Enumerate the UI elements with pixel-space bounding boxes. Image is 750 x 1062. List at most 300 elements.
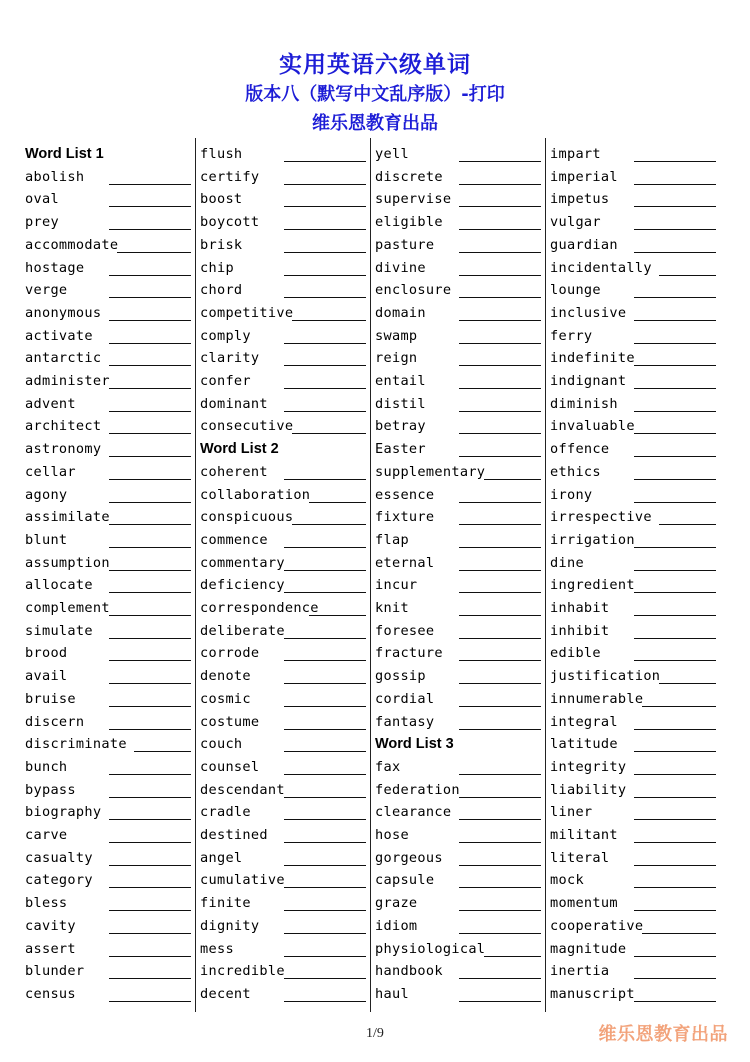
word-row bbox=[375, 144, 541, 166]
answer-blank-line bbox=[634, 479, 716, 480]
answer-blank-line bbox=[459, 229, 541, 230]
word-row bbox=[25, 984, 191, 1006]
word-row bbox=[200, 371, 366, 393]
word-row bbox=[25, 507, 191, 529]
vocabulary-word: gossip bbox=[375, 668, 426, 685]
answer-blank-line bbox=[459, 161, 541, 162]
answer-blank-line bbox=[284, 365, 366, 366]
vocabulary-word: yell bbox=[375, 146, 409, 162]
answer-blank-line bbox=[634, 206, 716, 207]
answer-blank-line bbox=[459, 660, 541, 661]
word-row bbox=[25, 961, 191, 983]
vocabulary-word: casualty bbox=[25, 849, 93, 866]
word-row bbox=[375, 189, 541, 211]
vocabulary-word: correspondence bbox=[200, 600, 319, 616]
word-row bbox=[200, 167, 366, 189]
answer-blank-line bbox=[284, 842, 366, 843]
answer-blank-line bbox=[284, 933, 366, 934]
word-row bbox=[550, 689, 716, 711]
vocabulary-word: agony bbox=[25, 486, 68, 503]
word-row bbox=[200, 666, 366, 688]
vocabulary-word: manuscript bbox=[550, 985, 635, 1002]
vocabulary-word: cellar bbox=[25, 463, 76, 480]
word-row bbox=[25, 757, 191, 779]
word-row bbox=[25, 439, 191, 461]
answer-blank-line bbox=[284, 638, 366, 639]
answer-blank-line bbox=[459, 842, 541, 843]
word-row bbox=[550, 416, 716, 438]
vocabulary-word: assumption bbox=[25, 554, 110, 571]
vocabulary-word: divine bbox=[375, 259, 426, 276]
word-row bbox=[25, 416, 191, 438]
vocabulary-word: cavity bbox=[25, 917, 76, 934]
vocabulary-word: entail bbox=[375, 373, 426, 389]
word-row bbox=[200, 621, 366, 643]
word-row bbox=[550, 530, 716, 552]
word-row bbox=[25, 485, 191, 507]
answer-blank-line bbox=[634, 388, 716, 389]
word-row bbox=[200, 303, 366, 325]
word-row bbox=[550, 144, 716, 166]
vocabulary-word: complement bbox=[25, 600, 110, 616]
answer-blank-line bbox=[634, 502, 716, 503]
word-row bbox=[25, 280, 191, 302]
word-row bbox=[375, 439, 541, 461]
answer-blank-line bbox=[459, 502, 541, 503]
word-row bbox=[25, 167, 191, 189]
word-row bbox=[25, 348, 191, 370]
answer-blank-line bbox=[284, 660, 366, 661]
word-row bbox=[200, 825, 366, 847]
vocabulary-word: offence bbox=[550, 441, 610, 458]
vocabulary-word: bruise bbox=[25, 690, 76, 707]
vocabulary-word: discern bbox=[25, 713, 85, 730]
answer-blank-line bbox=[284, 161, 366, 162]
word-row bbox=[200, 144, 366, 166]
answer-blank-line bbox=[634, 1001, 716, 1002]
vocabulary-word: antarctic bbox=[25, 350, 102, 367]
answer-blank-line bbox=[634, 615, 716, 616]
vocabulary-word: fixture bbox=[375, 509, 435, 526]
vocabulary-word: ethics bbox=[550, 463, 601, 480]
word-row bbox=[25, 825, 191, 847]
word-row bbox=[375, 212, 541, 234]
answer-blank-line bbox=[459, 1001, 541, 1002]
word-list-heading-text: Word List 1 bbox=[25, 146, 104, 162]
answer-blank-line bbox=[642, 933, 716, 934]
word-row bbox=[200, 326, 366, 348]
word-row bbox=[550, 734, 716, 756]
word-row bbox=[375, 485, 541, 507]
vocabulary-word: chip bbox=[200, 259, 234, 276]
vocabulary-word: commence bbox=[200, 531, 268, 548]
word-row bbox=[25, 394, 191, 416]
answer-blank-line bbox=[459, 433, 541, 434]
vocabulary-word: dine bbox=[550, 554, 584, 571]
answer-blank-line bbox=[109, 1001, 191, 1002]
vocabulary-word: decent bbox=[200, 985, 251, 1002]
word-row bbox=[550, 984, 716, 1006]
vocabulary-word: fantasy bbox=[375, 713, 435, 730]
word-row bbox=[25, 712, 191, 734]
vocabulary-word: incidentally bbox=[550, 259, 652, 276]
word-row bbox=[550, 780, 716, 802]
answer-blank-line bbox=[634, 797, 716, 798]
answer-blank-line bbox=[284, 978, 366, 979]
vocabulary-word: idiom bbox=[375, 917, 418, 934]
vocabulary-word: avail bbox=[25, 668, 68, 685]
word-row bbox=[25, 462, 191, 484]
answer-blank-line bbox=[459, 819, 541, 820]
answer-blank-line bbox=[284, 184, 366, 185]
answer-blank-line bbox=[459, 706, 541, 707]
answer-blank-line bbox=[634, 956, 716, 957]
vocabulary-word: discrete bbox=[375, 168, 443, 185]
answer-blank-line bbox=[634, 660, 716, 661]
vocabulary-word: cordial bbox=[375, 690, 435, 707]
answer-blank-line bbox=[134, 751, 191, 752]
answer-blank-line bbox=[634, 365, 716, 366]
vocabulary-word: diminish bbox=[550, 395, 618, 412]
vocabulary-word: inertia bbox=[550, 963, 610, 980]
answer-blank-line bbox=[634, 887, 716, 888]
vocabulary-word: flap bbox=[375, 531, 409, 548]
vocabulary-word: couch bbox=[200, 736, 243, 753]
word-list-heading bbox=[375, 734, 541, 756]
answer-blank-line bbox=[634, 184, 716, 185]
word-row bbox=[200, 643, 366, 665]
vocabulary-word: latitude bbox=[550, 736, 618, 753]
word-row bbox=[550, 598, 716, 620]
answer-blank-line bbox=[284, 683, 366, 684]
vocabulary-word: brood bbox=[25, 645, 68, 662]
vocabulary-word: domain bbox=[375, 304, 426, 321]
vocabulary-word: betray bbox=[375, 418, 426, 435]
answer-blank-line bbox=[459, 388, 541, 389]
answer-blank-line bbox=[634, 229, 716, 230]
word-row bbox=[200, 189, 366, 211]
word-row bbox=[25, 780, 191, 802]
answer-blank-line bbox=[634, 592, 716, 593]
vocabulary-word: capsule bbox=[375, 872, 435, 889]
vocabulary-word: flush bbox=[200, 146, 243, 162]
vocabulary-word: deliberate bbox=[200, 622, 285, 639]
vocabulary-word: blunt bbox=[25, 531, 68, 548]
word-row bbox=[375, 416, 541, 438]
answer-blank-line bbox=[109, 547, 191, 548]
word-row bbox=[200, 984, 366, 1006]
word-row bbox=[200, 939, 366, 961]
word-row bbox=[550, 348, 716, 370]
answer-blank-line bbox=[109, 774, 191, 775]
vocabulary-word: enclosure bbox=[375, 282, 452, 299]
word-row bbox=[375, 916, 541, 938]
answer-blank-line bbox=[484, 479, 541, 480]
word-row bbox=[200, 802, 366, 824]
vocabulary-word: costume bbox=[200, 713, 260, 730]
answer-blank-line bbox=[459, 252, 541, 253]
word-row bbox=[550, 462, 716, 484]
word-row bbox=[375, 553, 541, 575]
vocabulary-word: counsel bbox=[200, 758, 260, 775]
answer-blank-line bbox=[109, 865, 191, 866]
vocabulary-word: indefinite bbox=[550, 350, 635, 367]
word-row bbox=[25, 848, 191, 870]
word-column-3 bbox=[375, 144, 543, 1012]
vocabulary-word: integral bbox=[550, 713, 618, 730]
word-row bbox=[375, 575, 541, 597]
answer-blank-line bbox=[109, 615, 191, 616]
vocabulary-word: corrode bbox=[200, 645, 260, 662]
word-row bbox=[25, 530, 191, 552]
word-column-2 bbox=[200, 144, 368, 1012]
vocabulary-word: bless bbox=[25, 895, 68, 912]
word-row bbox=[200, 848, 366, 870]
word-list-heading bbox=[200, 439, 366, 461]
vocabulary-word: lounge bbox=[550, 282, 601, 299]
word-row bbox=[375, 598, 541, 620]
vocabulary-word: physiological bbox=[375, 940, 486, 957]
answer-blank-line bbox=[459, 910, 541, 911]
answer-blank-line bbox=[284, 275, 366, 276]
vocabulary-word: chord bbox=[200, 282, 243, 299]
answer-blank-line bbox=[659, 275, 716, 276]
word-row bbox=[550, 916, 716, 938]
vocabulary-word: certify bbox=[200, 168, 260, 185]
word-row bbox=[200, 553, 366, 575]
word-row bbox=[200, 507, 366, 529]
word-row bbox=[375, 825, 541, 847]
vocabulary-word: verge bbox=[25, 282, 68, 299]
vocabulary-word: carve bbox=[25, 827, 68, 843]
word-row bbox=[375, 870, 541, 892]
vocabulary-word: assert bbox=[25, 940, 76, 957]
answer-blank-line bbox=[459, 411, 541, 412]
answer-blank-line bbox=[459, 206, 541, 207]
vocabulary-word: oval bbox=[25, 191, 59, 208]
answer-blank-line bbox=[109, 887, 191, 888]
answer-blank-line bbox=[109, 479, 191, 480]
answer-blank-line bbox=[109, 638, 191, 639]
vocabulary-word: cradle bbox=[200, 804, 251, 821]
word-row bbox=[25, 371, 191, 393]
vocabulary-word: fax bbox=[375, 758, 401, 775]
vocabulary-word: inhabit bbox=[550, 600, 610, 616]
answer-blank-line bbox=[109, 411, 191, 412]
vocabulary-word: gorgeous bbox=[375, 849, 443, 866]
word-row bbox=[375, 394, 541, 416]
word-row bbox=[550, 394, 716, 416]
vocabulary-word: angel bbox=[200, 849, 243, 866]
vocabulary-word: vulgar bbox=[550, 214, 601, 231]
vocabulary-word: edible bbox=[550, 645, 601, 662]
word-row bbox=[25, 689, 191, 711]
vocabulary-word: incur bbox=[375, 577, 418, 594]
vocabulary-word: simulate bbox=[25, 622, 93, 639]
answer-blank-line bbox=[109, 320, 191, 321]
vocabulary-word: literal bbox=[550, 849, 610, 866]
answer-blank-line bbox=[459, 683, 541, 684]
word-row bbox=[550, 893, 716, 915]
vocabulary-word: boycott bbox=[200, 214, 260, 231]
answer-blank-line bbox=[109, 184, 191, 185]
word-row bbox=[375, 303, 541, 325]
word-row bbox=[375, 961, 541, 983]
vocabulary-word: guardian bbox=[550, 236, 618, 253]
answer-blank-line bbox=[634, 570, 716, 571]
vocabulary-word: brisk bbox=[200, 236, 243, 253]
answer-blank-line bbox=[459, 865, 541, 866]
word-row bbox=[550, 553, 716, 575]
vocabulary-word: pasture bbox=[375, 236, 435, 253]
word-row bbox=[550, 439, 716, 461]
vocabulary-word: imperial bbox=[550, 168, 618, 185]
page-title: 实用英语六级单词 bbox=[279, 52, 471, 78]
vocabulary-word: discriminate bbox=[25, 736, 127, 753]
word-row bbox=[550, 326, 716, 348]
answer-blank-line bbox=[459, 978, 541, 979]
vocabulary-word: cumulative bbox=[200, 872, 285, 889]
word-row bbox=[200, 280, 366, 302]
word-row bbox=[375, 530, 541, 552]
answer-blank-line bbox=[284, 343, 366, 344]
answer-blank-line bbox=[284, 797, 366, 798]
vocabulary-word: impart bbox=[550, 146, 601, 162]
vocabulary-word: inclusive bbox=[550, 304, 627, 321]
word-row bbox=[550, 303, 716, 325]
word-row bbox=[200, 348, 366, 370]
vocabulary-word: liability bbox=[550, 781, 627, 798]
answer-blank-line bbox=[459, 524, 541, 525]
answer-blank-line bbox=[109, 910, 191, 911]
vocabulary-word: activate bbox=[25, 327, 93, 344]
answer-blank-line bbox=[634, 320, 716, 321]
vocabulary-word: clarity bbox=[200, 350, 260, 367]
answer-blank-line bbox=[284, 774, 366, 775]
answer-blank-line bbox=[459, 887, 541, 888]
vocabulary-word: justification bbox=[550, 668, 661, 685]
answer-blank-line bbox=[109, 956, 191, 957]
vocabulary-word: federation bbox=[375, 781, 460, 798]
answer-blank-line bbox=[109, 729, 191, 730]
answer-blank-line bbox=[459, 365, 541, 366]
answer-blank-line bbox=[292, 320, 366, 321]
answer-blank-line bbox=[284, 297, 366, 298]
word-row bbox=[550, 280, 716, 302]
vocabulary-word: confer bbox=[200, 373, 251, 389]
word-row bbox=[25, 643, 191, 665]
vocabulary-word: eternal bbox=[375, 554, 435, 571]
answer-blank-line bbox=[109, 978, 191, 979]
word-row bbox=[200, 485, 366, 507]
answer-blank-line bbox=[634, 751, 716, 752]
answer-blank-line bbox=[634, 729, 716, 730]
word-row bbox=[375, 371, 541, 393]
word-row bbox=[25, 734, 191, 756]
answer-blank-line bbox=[109, 842, 191, 843]
word-column-1 bbox=[25, 144, 193, 1012]
word-row bbox=[25, 893, 191, 915]
answer-blank-line bbox=[459, 456, 541, 457]
word-row bbox=[25, 598, 191, 620]
word-row bbox=[25, 235, 191, 257]
answer-blank-line bbox=[634, 161, 716, 162]
answer-blank-line bbox=[109, 433, 191, 434]
answer-blank-line bbox=[634, 433, 716, 434]
vocabulary-word: architect bbox=[25, 418, 102, 435]
word-row bbox=[550, 507, 716, 529]
word-row bbox=[200, 416, 366, 438]
word-row bbox=[200, 235, 366, 257]
answer-blank-line bbox=[109, 343, 191, 344]
word-row bbox=[200, 598, 366, 620]
answer-blank-line bbox=[634, 865, 716, 866]
vocabulary-word: competitive bbox=[200, 304, 294, 321]
answer-blank-line bbox=[109, 388, 191, 389]
vocabulary-word: knit bbox=[375, 600, 409, 616]
vocabulary-word: swamp bbox=[375, 327, 418, 344]
word-row bbox=[375, 326, 541, 348]
vocabulary-word: commentary bbox=[200, 554, 285, 571]
word-row bbox=[375, 621, 541, 643]
vocabulary-word: reign bbox=[375, 350, 418, 367]
vocabulary-word: coherent bbox=[200, 463, 268, 480]
answer-blank-line bbox=[284, 252, 366, 253]
vocabulary-word: accommodate bbox=[25, 236, 119, 253]
vocabulary-word: liner bbox=[550, 804, 593, 821]
word-row bbox=[550, 802, 716, 824]
word-row bbox=[200, 462, 366, 484]
vocabulary-word: blunder bbox=[25, 963, 85, 980]
answer-blank-line bbox=[109, 524, 191, 525]
word-list-heading bbox=[25, 144, 191, 166]
vocabulary-word: ingredient bbox=[550, 577, 635, 594]
vocabulary-word: deficiency bbox=[200, 577, 285, 594]
vocabulary-word: eligible bbox=[375, 214, 443, 231]
word-row bbox=[375, 984, 541, 1006]
answer-blank-line bbox=[459, 797, 541, 798]
answer-blank-line bbox=[459, 184, 541, 185]
answer-blank-line bbox=[459, 615, 541, 616]
word-row bbox=[200, 575, 366, 597]
vocabulary-word: assimilate bbox=[25, 509, 110, 526]
word-row bbox=[200, 212, 366, 234]
answer-blank-line bbox=[109, 297, 191, 298]
answer-blank-line bbox=[109, 206, 191, 207]
answer-blank-line bbox=[284, 751, 366, 752]
vocabulary-word: militant bbox=[550, 827, 618, 843]
word-row bbox=[200, 780, 366, 802]
answer-blank-line bbox=[634, 774, 716, 775]
answer-blank-line bbox=[634, 343, 716, 344]
word-row bbox=[200, 689, 366, 711]
vocabulary-word: census bbox=[25, 985, 76, 1002]
vocabulary-word: category bbox=[25, 872, 93, 889]
word-row bbox=[375, 280, 541, 302]
answer-blank-line bbox=[109, 275, 191, 276]
answer-blank-line bbox=[117, 252, 191, 253]
word-row bbox=[550, 371, 716, 393]
word-list-heading-text: Word List 3 bbox=[375, 736, 454, 753]
word-row bbox=[550, 258, 716, 280]
vocabulary-word: magnitude bbox=[550, 940, 627, 957]
vocabulary-word: innumerable bbox=[550, 690, 644, 707]
answer-blank-line bbox=[284, 479, 366, 480]
word-row bbox=[375, 757, 541, 779]
answer-blank-line bbox=[284, 592, 366, 593]
answer-blank-line bbox=[109, 456, 191, 457]
answer-blank-line bbox=[284, 865, 366, 866]
